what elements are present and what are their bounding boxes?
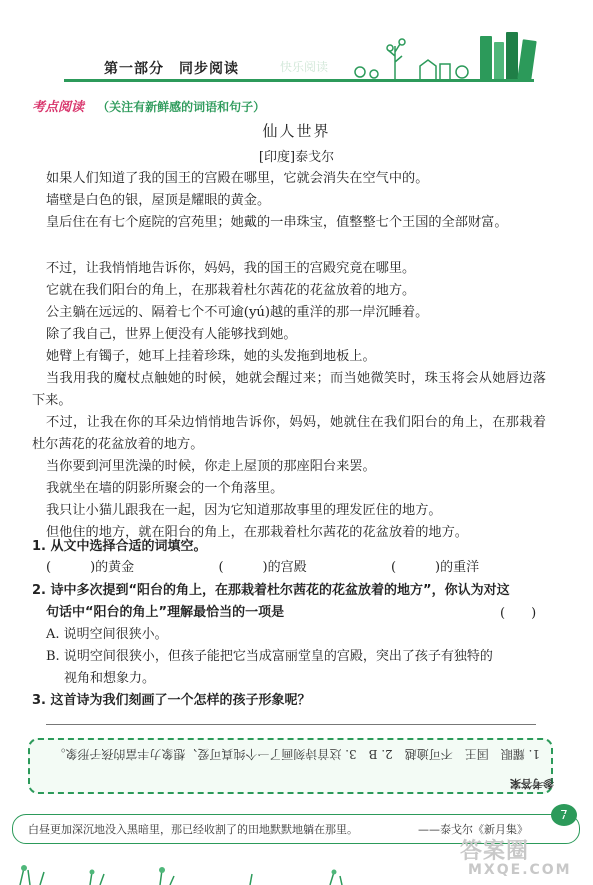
- poem-paragraph: 当你要到河里洗澡的时候，你走上屋顶的那座阳台来罢。: [46, 459, 376, 474]
- poem-paragraph: 不过，让我在你的耳朵边悄悄地告诉你，妈妈，她就住在我们阳台的角上，在那栽着杜尔茜花的花盆放着的地方。: [32, 415, 546, 452]
- question-2: 2. 诗中多次提到“阳台的角上，在那栽着杜尔茜花的花盆放着的地方”，你认为对这: [32, 583, 510, 598]
- poem-paragraph: 它就在我们阳台的角上，在那栽着杜尔茜花的花盆放着的地方。: [46, 283, 416, 298]
- answer-line[interactable]: [46, 724, 536, 725]
- question-1-blanks: [46, 556, 546, 575]
- watermark-bottom: MXQE.COM: [468, 862, 572, 878]
- fill-blank[interactable]: ( )的重洋: [390, 560, 480, 575]
- header-faded-text: 快乐阅读: [280, 60, 329, 74]
- answer-label: 参考答案: [510, 777, 554, 790]
- poem-author: [印度]泰戈尔: [258, 150, 335, 165]
- watermark-top: 答案圈: [460, 839, 530, 864]
- section-tag: 考点阅读: [32, 100, 85, 115]
- footer-quote-source: ——泰戈尔《新月集》: [418, 823, 528, 836]
- footer-quote: 白昼更加深沉地没入黑暗里，那已经收割了的田地默默地躺在那里。: [28, 823, 358, 836]
- poem-paragraph: 我只让小猫儿跟我在一起，因为它知道那故事里的理发匠住的地方。: [46, 503, 442, 518]
- question-2-continued: 句话中“阳台的角上”理解最恰当的一项是: [46, 605, 285, 620]
- poem-paragraph: 当我用我的魔杖点触她的时候，她就会醒过来；而当她微笑时，珠玉将会从她唇边落下来。: [32, 371, 546, 408]
- watermark: [460, 834, 590, 882]
- poem-paragraph: 除了我自己，世界上便没有人能够找到她。: [46, 327, 297, 342]
- header-title: 第一部分 同步阅读: [104, 61, 239, 77]
- question-1: 1. 从文中选择合适的词填空。: [32, 539, 207, 554]
- poem-paragraph: 但他住的地方，就在阳台的角上，在那栽着杜尔茜花的花盆放着的地方。: [46, 525, 468, 540]
- fill-blank[interactable]: ( )的黄金: [46, 560, 135, 575]
- poem-title: 仙人世界: [262, 122, 331, 140]
- fill-blank[interactable]: ( )的宫殿: [218, 560, 307, 575]
- question-3: 3. 这首诗为我们刻画了一个怎样的孩子形象呢？: [32, 693, 311, 708]
- question-2-answer-paren[interactable]: ( ): [500, 606, 537, 621]
- poem-paragraph: 她臂上有镯子，她耳上挂着珍珠，她的头发拖到地板上。: [46, 349, 376, 364]
- option-b-continued: 视角和想象力。: [64, 671, 156, 686]
- poem-paragraph: 如果人们知道了我的国王的宫殿在哪里，它就会消失在空气中的。: [46, 171, 429, 186]
- section-subtitle: （关注有新鲜感的词语和句子）: [97, 100, 266, 114]
- page-number: 7: [551, 804, 577, 826]
- option-b[interactable]: B. 说明空间很狭小，但孩子能把它当成富丽堂皇的宫殿，突出了孩子有独特的: [46, 649, 493, 664]
- page-header: [0, 0, 593, 88]
- answer-text: 1. 耀眼 国王 不可逾越 2. B 3. 这首诗刻画了一个纯真可爱、想象力丰富的孩子形象。: [53, 747, 540, 761]
- poem-paragraph: 公主躺在远远的、隔着七个不可逾(yú)越的重洋的那一岸沉睡着。: [46, 305, 429, 320]
- poem-paragraph: 不过，让我悄悄地告诉你，妈妈，我的国王的宫殿究竟在哪里。: [46, 261, 416, 276]
- poem-paragraph: 墙壁是白色的银，屋顶是耀眼的黄金。: [46, 193, 271, 208]
- section-title: [32, 96, 265, 115]
- poem-paragraph: 我就坐在墙的阴影所聚会的一个角落里。: [46, 481, 284, 496]
- poem-paragraph: 皇后住在有七个庭院的宫苑里；她戴的一串珠宝，值整整七个王国的全部财富。: [46, 215, 508, 230]
- option-a[interactable]: A. 说明空间很狭小。: [46, 627, 168, 642]
